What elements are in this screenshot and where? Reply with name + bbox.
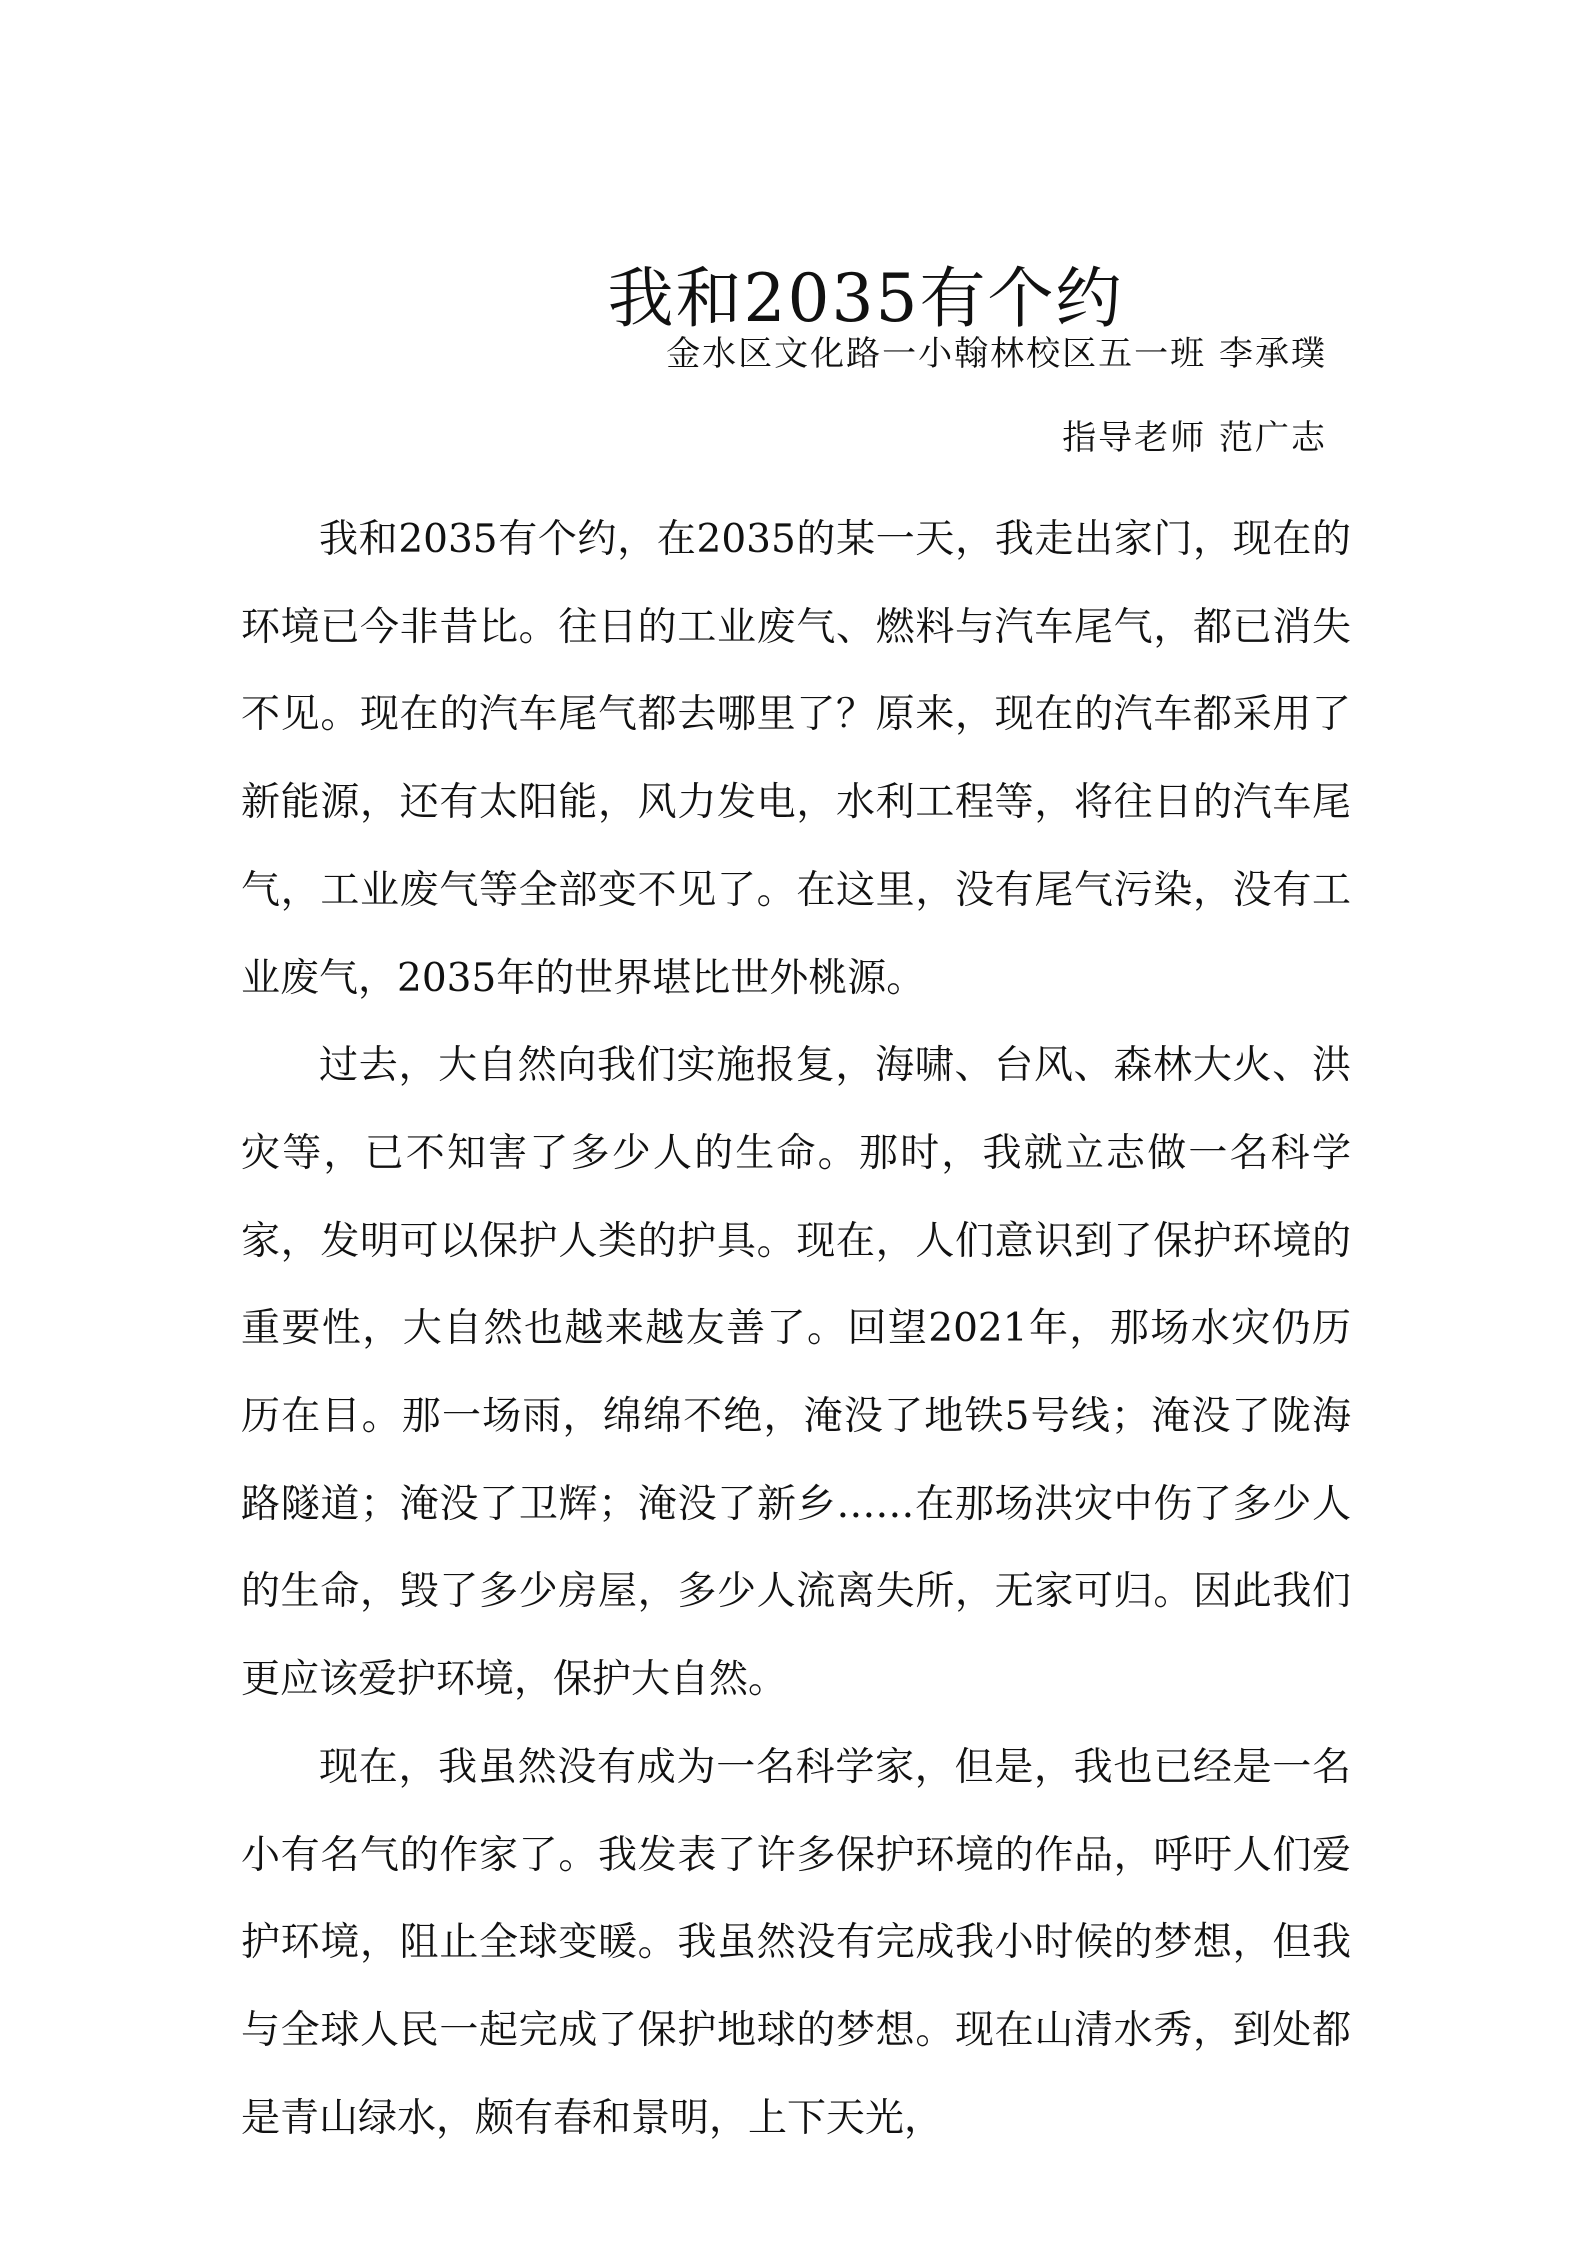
essay-body xyxy=(241,496,1351,2162)
essay-paragraph-2: 过去，大自然向我们实施报复，海啸、台风、森林大火、洪灾等，已不知害了多少人的生命。那时，我就立志做一名科学家，发明可以保护人类的护具。现在，人们意识到了保护环境的重要性，大自然也越来越友善了。回望2021年，那场水灾仍历历在目。那一场雨，绵绵不绝，淹没了地铁5号线；淹没了陇海路隧道；淹没了卫辉；淹没了新乡……在那场洪灾中伤了多少人的生命，毁了多少房屋，多少人流离失所，无家可归。因此我们更应该爱护环境，保护大自然。 xyxy=(241,1043,1351,1703)
teacher-name: 指导老师 范广志 xyxy=(1062,418,1327,458)
essay-paragraph-1: 我和2035有个约，在2035的某一天，我走出家门，现在的环境已今非昔比。往日的工业废气、燃料与汽车尾气，都已消失不见。现在的汽车尾气都去哪里了？原来，现在的汽车都采用了新能源，还有太阳能，风力发电，水利工程等，将往日的汽车尾气，工业废气等全部变不见了。在这里，没有尾气污染，没有工业废气，2035年的世界堪比世外桃源。 xyxy=(241,517,1351,1001)
author-school-class-name: 金水区文化路一小翰林校区五一班 李承璞 xyxy=(666,334,1327,374)
essay-title-text: 我和2035有个约 xyxy=(607,260,1124,338)
essay-paragraph-3: 现在，我虽然没有成为一名科学家，但是，我也已经是一名小有名气的作家了。我发表了许多保护环境的作品，呼吁人们爱护环境，阻止全球变暖。我虽然没有完成我小时候的梦想，但我与全球人民一起完成了保护地球的梦想。现在山清水秀，到处都是青山绿水，颇有春和景明，上下天光， xyxy=(241,1744,1351,2141)
